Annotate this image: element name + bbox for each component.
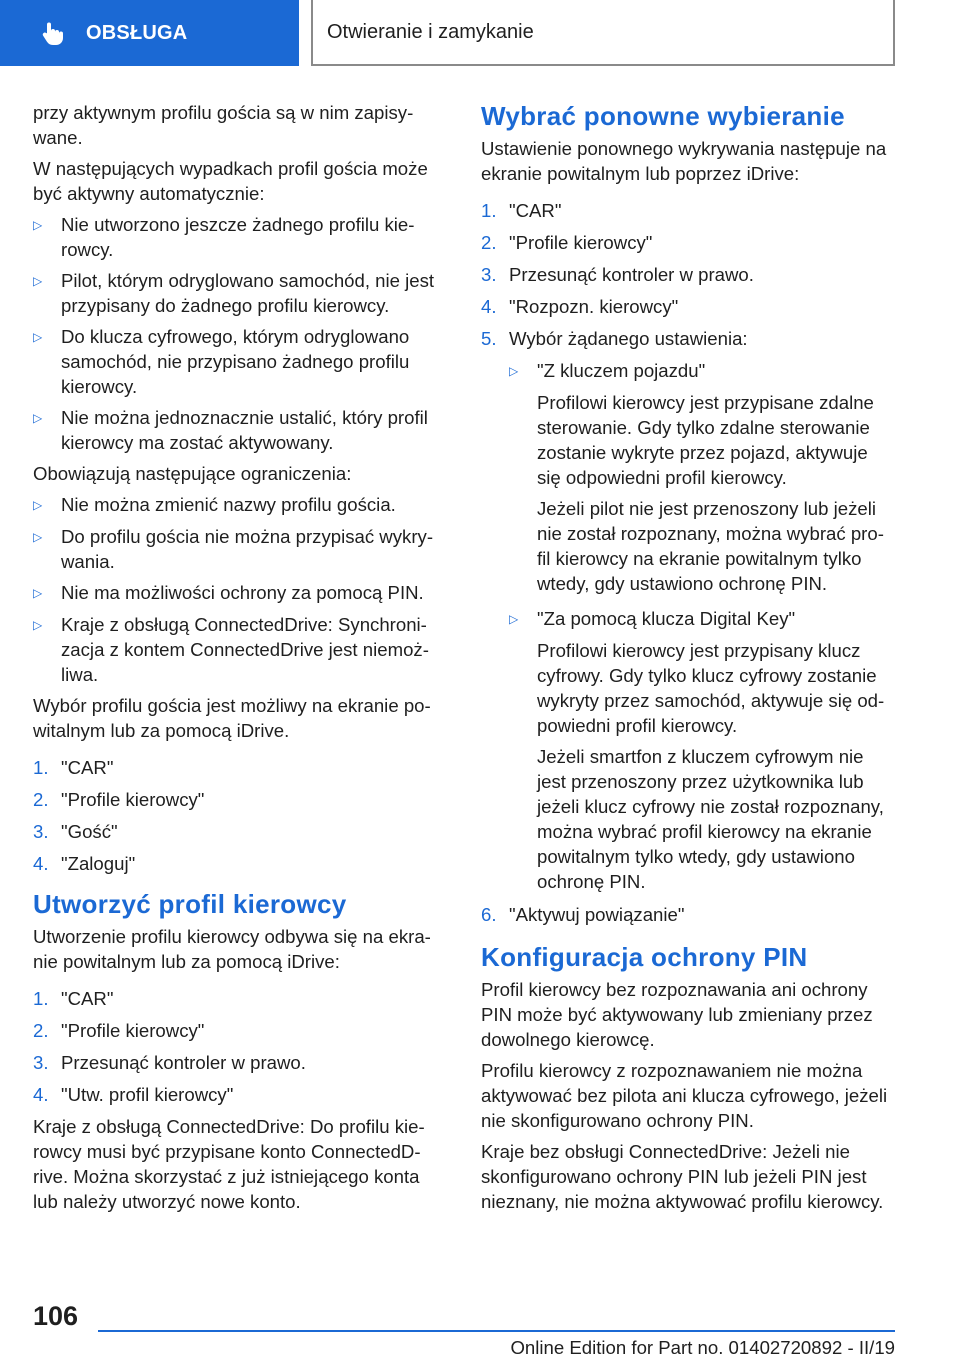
step-item: 6. "Aktywuj powiązanie" [481, 904, 685, 925]
page-footer [0, 1295, 960, 1362]
paragraph: Kraje z obsługą ConnectedDrive: Do profilu kie-rowcy musi być przypisane konto ConnectedD-rive. Można skorzystać z już istniejącego konta lub należy utworzyć nowe konto. [33, 1116, 425, 1212]
page-header [0, 0, 960, 66]
bullet-triangle-icon: ▷ [33, 618, 43, 632]
paragraph: Jeżeli smartfon z kluczem cyfrowym nie jest przenoszony przez użytkownika lub jeżeli klucz cyfrowy nie został rozpoznany, można wybrać profil kierowcy na ekranie powitalnym tylko wtedy, gdy ustawiono ochronę PIN. [537, 746, 884, 892]
step-item: 2. "Profile kierowcy" [33, 1020, 205, 1041]
bullet-triangle-icon: ▷ [509, 364, 519, 378]
step-item: 3. "Gość" [33, 821, 118, 842]
step-item: 2. "Profile kierowcy" [33, 789, 205, 810]
bullet-triangle-icon: ▷ [33, 530, 43, 544]
paragraph: Kraje bez obsługi ConnectedDrive: Jeżeli nie skonfigurowano ochrony PIN lub jeżeli PIN jest nieznany, nie można aktywować profilu kierowcy. [481, 1141, 884, 1212]
list-item: ▷ Kraje z obsługą ConnectedDrive: Synchroni-zacja z kontem ConnectedDrive jest niemoż-liwa. [33, 614, 429, 685]
bullet-triangle-icon: ▷ [33, 218, 43, 232]
step-item: 3. Przesunąć kontroler w prawo. [33, 1052, 306, 1073]
list-item: ▷ Nie można jednoznacznie ustalić, który profil kierowcy ma zostać aktywowany. [33, 407, 428, 453]
step-item: 1. "CAR" [33, 757, 114, 778]
section-tab-operation[interactable] [0, 0, 299, 66]
bullet-triangle-icon: ▷ [509, 612, 519, 626]
list-item: ▷ Pilot, którym odryglowano samochód, nie jest przypisany do żadnego profilu kierowcy. [33, 270, 435, 316]
footer-divider [98, 1330, 895, 1332]
numbered-list [481, 198, 895, 927]
page-number: 106 [33, 1301, 79, 1331]
step-item: 3. Przesunąć kontroler w prawo. [481, 264, 754, 285]
paragraph: Utworzenie profilu kierowcy odbywa się na ekra-nie powitalnym lub za pomocą iDrive: [33, 926, 431, 972]
bullet-triangle-icon: ▷ [33, 498, 43, 512]
step-item: 1. "CAR" [481, 200, 562, 221]
bullet-triangle-icon: ▷ [33, 330, 43, 344]
chapter-title: Otwieranie i zamykanie [311, 0, 895, 66]
step-item: 2. "Profile kierowcy" [481, 232, 653, 253]
numbered-list [33, 755, 445, 876]
section-heading: Konfiguracja ochrony PIN [481, 942, 808, 972]
section-heading: Utworzyć profil kierowcy [33, 889, 347, 919]
paragraph: Profilowi kierowcy jest przypisany klucz cyfrowy. Gdy tylko klucz cyfrowy zostanie wykryty przez samochód, aktywuje się od-powiedni profil kierowcy. [537, 640, 885, 736]
left-column [33, 100, 445, 1220]
list-item: ▷ Nie ma możliwości ochrony za pomocą PIN. [33, 580, 445, 606]
right-column [481, 100, 895, 1220]
step-item: 4. "Zaloguj" [33, 853, 136, 874]
step-item: 5. Wybór żądanego ustawienia: [481, 328, 748, 349]
paragraph: Jeżeli pilot nie jest przenoszony lub jeżeli nie został rozpoznany, można wybrać pro-fil kierowcy na ekranie powitalnym tylko wtedy, gdy ustawiono ochronę PIN. [537, 498, 884, 594]
step-item: 4. "Rozpozn. kierowcy" [481, 296, 679, 317]
bullet-triangle-icon: ▷ [33, 274, 43, 288]
step-item: 4. "Utw. profil kierowcy" [33, 1084, 234, 1105]
paragraph: Ustawienie ponownego wykrywania następuje na ekranie powitalnym lub poprzez iDrive: [481, 138, 887, 184]
list-item: ▷ Do klucza cyfrowego, którym odryglowano samochód, nie przypisano żadnego profilu kierowcy. [33, 326, 410, 397]
step-item: 1. "CAR" [33, 988, 114, 1009]
bullet-triangle-icon: ▷ [33, 586, 43, 600]
list-item: ▷ Nie utworzono jeszcze żadnego profilu kie-rowcy. [33, 214, 415, 260]
paragraph: Profil kierowcy bez rozpoznawania ani ochrony PIN może być aktywowany lub zmieniany przez dowolnego kierowcę. [481, 979, 873, 1050]
section-heading: Wybrać ponowne wybieranie [481, 101, 845, 131]
paragraph: przy aktywnym profilu gościa są w nim zapisy-wane. [33, 102, 414, 148]
paragraph: Obowiązują następujące ograniczenia: [33, 463, 352, 484]
bullet-triangle-icon: ▷ [33, 411, 43, 425]
paragraph: Wybór profilu gościa jest możliwy na ekranie po-witalnym lub za pomocą iDrive. [33, 695, 431, 741]
list-item: ▷ Do profilu gościa nie można przypisać wykry-wania. [33, 526, 434, 572]
list-item: ▷ Nie można zmienić nazwy profilu gościa. [33, 492, 445, 518]
section-tab-label: OBSŁUGA [86, 21, 188, 44]
list-item: ▷ "Z kluczem pojazdu" [509, 358, 895, 384]
hand-pointer-icon [40, 20, 66, 46]
sub-options [509, 358, 895, 894]
paragraph: W następujących wypadkach profil gościa może być aktywny automatycznie: [33, 158, 428, 204]
paragraph: Profilowi kierowcy jest przypisane zdalne sterowanie. Gdy tylko zdalne sterowanie zostanie wykryte przez pojazd, aktywuje się odpowiedni profil kierowcy. [537, 392, 874, 488]
edition-note: Online Edition for Part no. 01402720892 - II/19 [510, 1337, 895, 1358]
paragraph: Profilu kierowcy z rozpoznawaniem nie można aktywować bez pilota ani klucza cyfrowego, jeżeli nie skonfigurowano ochrony PIN. [481, 1060, 888, 1131]
list-item: ▷ "Za pomocą klucza Digital Key" [509, 606, 895, 632]
numbered-list [33, 986, 445, 1107]
